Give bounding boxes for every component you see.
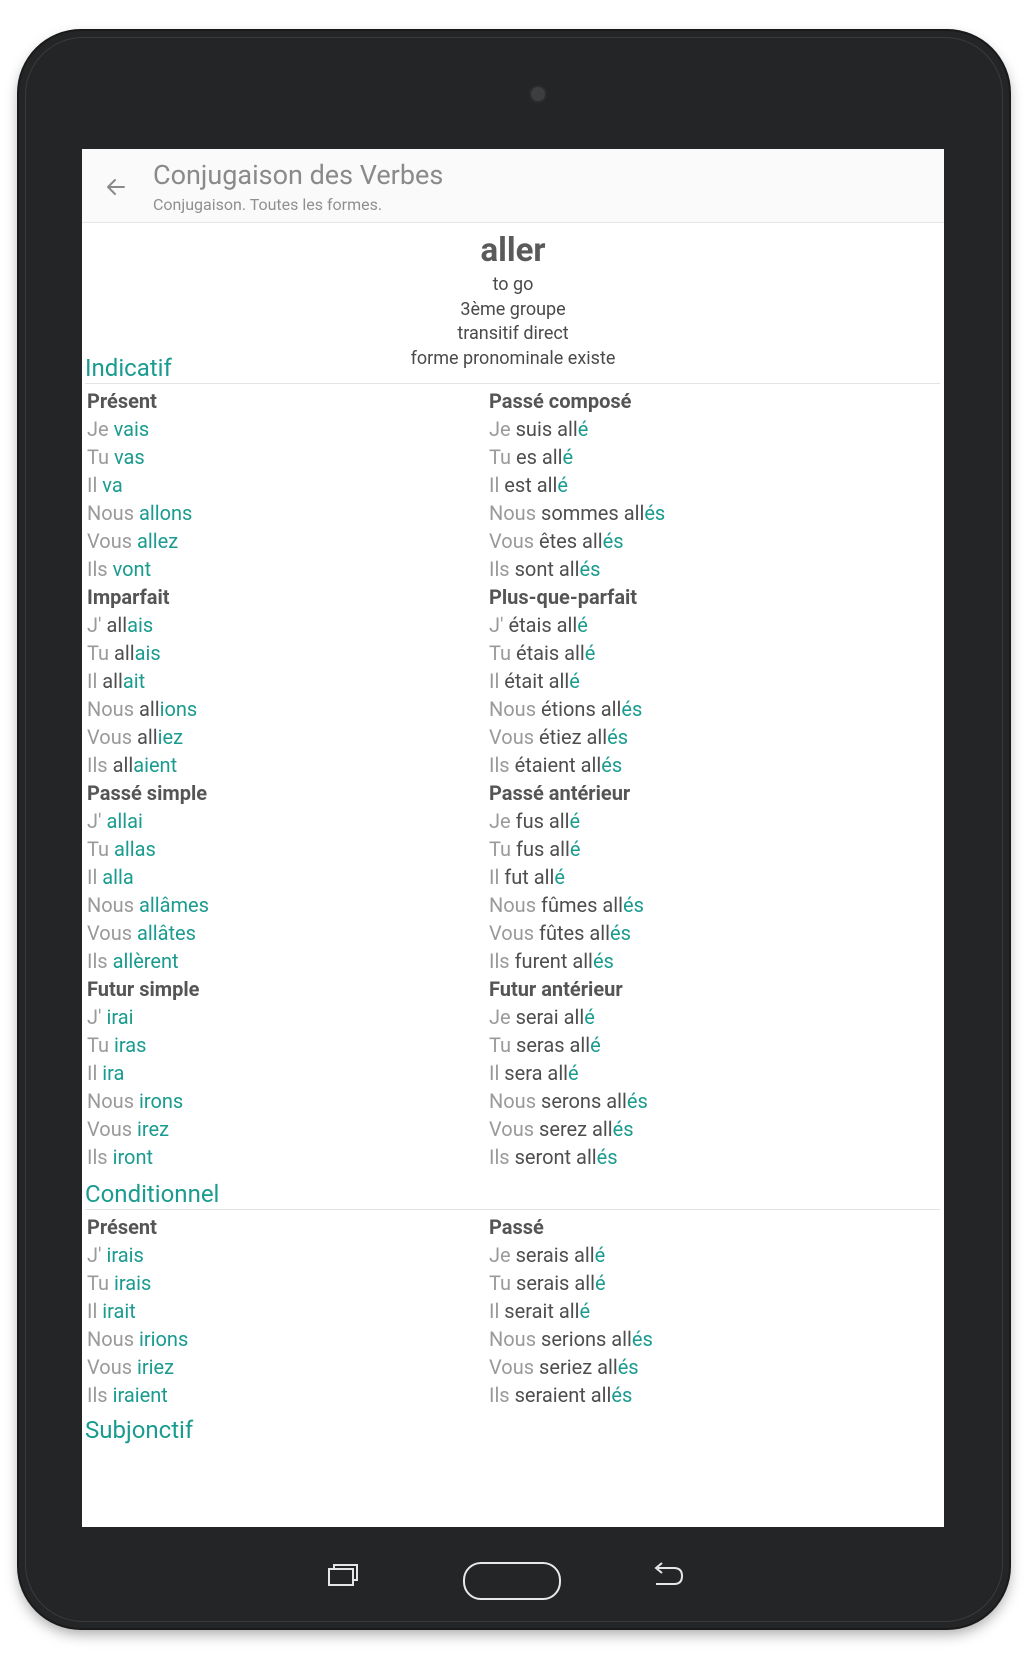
verb-header [82,229,944,371]
conjugation-row [87,695,507,723]
verb-ending: aient [133,753,178,777]
nav-back-icon[interactable] [650,1561,686,1591]
pronoun: Je [489,1243,511,1267]
conjugation-row [489,639,909,667]
pronoun: Il [87,1299,98,1323]
verb-ending: é [577,613,588,637]
conjugation-row [489,1353,909,1381]
verb-ending: és [596,1145,618,1169]
verb-stem: était all [504,669,570,693]
verb-stem: seras all [516,1033,591,1057]
section-title-indicatif: Indicatif [85,354,172,382]
tense-name: Imparfait [87,585,170,609]
section-title-subjonctif: Subjonctif [85,1416,194,1444]
tense-name: Passé antérieur [489,781,631,805]
pronoun: Ils [87,753,108,777]
verb-ending: vont [112,557,152,581]
verb-pronominal: forme pronominale existe [410,347,616,369]
pronoun: Nous [489,1327,537,1351]
verb-stem: étais all [508,613,578,637]
verb-ending: és [631,1327,653,1351]
conjugation-row [489,919,909,947]
verb-ending: é [594,1271,606,1295]
conjugation-row [489,1031,909,1059]
verb-stem: étaient all [514,753,602,777]
conjugation-row [489,751,909,779]
pronoun: Nous [87,893,135,917]
section-title-conditionnel: Conditionnel [85,1180,220,1208]
app-screen [82,149,944,1527]
conjugation-row [87,1031,507,1059]
tense-passe-compose [489,387,909,583]
verb-stem: seraient all [514,1383,612,1407]
pronoun: Ils [87,557,108,581]
conjugation-row [489,611,909,639]
tense-plus-que-parfait [489,583,909,779]
conjugation-row [87,639,507,667]
tense-name: Passé composé [489,389,632,413]
verb-ending: és [612,1117,634,1141]
verb-stem: fut all [504,865,555,889]
conjugation-row [87,611,507,639]
conjugation-row [87,947,507,975]
verb-ending: iriez [137,1355,175,1379]
conjugation-row [489,1003,909,1031]
pronoun: Vous [489,1117,535,1141]
conjugation-row [489,947,909,975]
conjugation-row [87,667,507,695]
pronoun: Nous [489,893,537,917]
conjugation-row [489,1269,909,1297]
conjugation-row [489,1115,909,1143]
conjugation-row [489,527,909,555]
pronoun: Tu [489,837,512,861]
pronoun: Vous [489,725,535,749]
conjugation-row [87,527,507,555]
verb-stem: fûtes all [539,921,611,945]
conjugation-row [87,1087,507,1115]
app-bar [82,149,944,223]
tense-futur-anterieur [489,975,909,1171]
conjugation-row [489,863,909,891]
verb-ending: iez [157,725,184,749]
verb-ending: é [584,1005,595,1029]
verb-stem: all [106,613,128,637]
pronoun: Vous [87,1355,133,1379]
tense-name: Présent [87,389,157,413]
tense-conditionnel-passe [489,1213,909,1409]
verb-ending: ira [102,1061,125,1085]
verb-ending: va [102,473,123,497]
verb-stem: serez all [539,1117,613,1141]
pronoun: Nous [489,697,537,721]
pronoun: Je [489,417,511,441]
verb-stem: serait all [504,1299,580,1323]
section-divider [85,1209,940,1210]
verb-stem: seront all [514,1145,597,1169]
pronoun: Ils [489,949,510,973]
pronoun: Ils [87,1383,108,1407]
arrow-left-icon[interactable] [104,175,128,199]
verb-ending: iraient [112,1383,168,1407]
conjugation-row [87,723,507,751]
tense-name: Plus-que-parfait [489,585,638,609]
conjugation-row [87,1059,507,1087]
pronoun: Ils [87,949,108,973]
verb-ending: ais [134,641,161,665]
verb-stem: all [114,641,135,665]
verb-ending: irions [139,1327,189,1351]
verb-ending: irai [106,1005,134,1029]
verb-ending: ait [122,669,146,693]
pronoun: J' [87,1243,102,1267]
pronoun: Tu [87,837,110,861]
tense-name: Passé [489,1215,544,1239]
pronoun: Tu [87,1271,110,1295]
verb-ending: és [623,893,644,917]
pronoun: Tu [87,445,110,469]
verb-stem: êtes all [539,529,603,553]
pronoun: Vous [489,921,535,945]
verb-ending: és [601,753,623,777]
conjugation-row [489,555,909,583]
verb-ending: ions [159,697,198,721]
recents-icon[interactable] [326,1560,360,1590]
tense-name: Présent [87,1215,157,1239]
conjugation-row [489,1381,909,1409]
verb-ending: é [569,837,581,861]
verb-ending: alla [102,865,134,889]
verb-ending: iras [114,1033,147,1057]
pronoun: Il [489,1061,500,1085]
verb-stem: serai all [515,1005,585,1029]
verb-stem: étions all [541,697,622,721]
verb-stem: sont all [514,557,580,581]
pronoun: Il [87,865,98,889]
verb-ending: ais [127,613,154,637]
conjugation-row [87,751,507,779]
pronoun: J' [87,613,102,637]
pronoun: Tu [489,1033,512,1057]
conjugation-row [489,499,909,527]
verb-ending: allâtes [137,921,196,945]
verb-stem: fus all [516,837,570,861]
app-subtitle: Conjugaison. Toutes les formes. [153,195,383,214]
verb-stem: all [112,753,134,777]
tense-name: Passé simple [87,781,208,805]
verb-stem: all [102,669,123,693]
verb-stem: est all [504,473,558,497]
verb-ending: allez [137,529,179,553]
conjugation-row [87,1143,507,1171]
verb-ending: é [579,1299,591,1323]
conjugation-row [489,1087,909,1115]
pronoun: Tu [489,445,512,469]
verb-stem: sommes all [541,501,645,525]
section-divider [85,383,940,384]
pronoun: Nous [489,1089,537,1113]
conjugation-row [87,835,507,863]
verb-ending: és [579,557,601,581]
pronoun: J' [489,613,504,637]
conjugation-row [87,1297,507,1325]
tense-present [87,387,507,583]
verb-ending: é [594,1243,606,1267]
conjugation-row [489,1143,909,1171]
verb-ending: allai [106,809,143,833]
conjugation-row [489,695,909,723]
pronoun: Je [87,417,109,441]
verb-ending: és [617,1355,639,1379]
verb-ending: é [562,445,574,469]
pronoun: Tu [489,1271,512,1295]
pronoun: J' [87,1005,102,1029]
conjugation-row [87,499,507,527]
verb-ending: vas [114,445,145,469]
conjugation-row [489,807,909,835]
verb-ending: és [602,529,624,553]
pronoun: Nous [87,697,135,721]
verb-ending: é [568,1061,579,1085]
verb-ending: irons [139,1089,184,1113]
pronoun: Il [489,1299,500,1323]
conjugation-row [87,919,507,947]
verb-ending: é [577,417,589,441]
verb-stem: serions all [541,1327,632,1351]
conjugation-row [87,1241,507,1269]
verb-ending: irais [114,1271,152,1295]
verb-ending: vais [113,417,150,441]
pronoun: Ils [489,1383,510,1407]
home-button[interactable] [463,1562,561,1600]
verb-stem: all [139,697,160,721]
conjugation-row [87,807,507,835]
pronoun: Il [489,473,500,497]
conjugation-row [87,471,507,499]
pronoun: Il [87,473,98,497]
conjugation-row [489,667,909,695]
verb-ending: és [592,949,614,973]
pronoun: Ils [489,1145,510,1169]
pronoun: Ils [489,753,510,777]
tense-name: Futur antérieur [489,977,623,1001]
conjugation-row [87,555,507,583]
verb-stem: suis all [515,417,578,441]
conjugation-row [87,1353,507,1381]
verb-group: 3ème groupe [460,298,566,320]
verb-transitivity: transitif direct [457,323,569,345]
pronoun: Vous [87,529,133,553]
pronoun: Nous [87,501,135,525]
pronoun: Je [489,809,511,833]
pronoun: Il [87,1061,98,1085]
verb-ending: é [584,641,596,665]
conjugation-row [489,723,909,751]
conjugation-row [489,1297,909,1325]
conjugation-row [489,1241,909,1269]
verb-infinitive: aller [480,231,546,270]
verb-stem: étais all [516,641,585,665]
pronoun: Vous [87,725,133,749]
verb-ending: irez [137,1117,169,1141]
verb-ending: irais [106,1243,144,1267]
tense-conditionnel-present [87,1213,507,1409]
conjugation-row [87,1115,507,1143]
pronoun: Tu [87,641,110,665]
pronoun: Ils [87,1145,108,1169]
verb-ending: allâmes [139,893,209,917]
conjugation-row [87,415,507,443]
conjugation-row [489,835,909,863]
conjugation-row [87,1003,507,1031]
tense-passe-anterieur [489,779,909,975]
verb-stem: serais all [516,1271,595,1295]
pronoun: Il [489,865,500,889]
tense-futur-simple [87,975,507,1171]
verb-ending: és [610,921,631,945]
pronoun: Il [87,669,98,693]
pronoun: Je [489,1005,511,1029]
pronoun: Vous [489,1355,535,1379]
conjugation-row [489,471,909,499]
verb-ending: é [557,473,568,497]
verb-stem: serais all [515,1243,595,1267]
verb-ending: é [554,865,565,889]
pronoun: Nous [87,1327,135,1351]
verb-ending: allas [114,837,156,861]
tense-passe-simple [87,779,507,975]
conjugation-row [489,891,909,919]
verb-ending: é [590,1033,601,1057]
verb-ending: és [607,725,629,749]
verb-ending: és [644,501,666,525]
verb-stem: seriez all [539,1355,618,1379]
pronoun: J' [87,809,102,833]
verb-ending: irait [102,1299,136,1323]
verb-ending: iront [112,1145,154,1169]
verb-ending: és [611,1383,633,1407]
verb-ending: és [626,1089,648,1113]
pronoun: Vous [87,1117,133,1141]
conjugation-row [489,1059,909,1087]
conjugation-row [87,1381,507,1409]
verb-stem: es all [516,445,563,469]
conjugation-row [87,1325,507,1353]
pronoun: Il [489,669,500,693]
verb-ending: é [569,669,580,693]
conjugation-row [87,863,507,891]
conjugation-row [489,443,909,471]
pronoun: Tu [489,641,512,665]
pronoun: Vous [87,921,133,945]
verb-ending: és [621,697,643,721]
conjugation-row [87,891,507,919]
verb-stem: serons all [541,1089,627,1113]
conjugation-row [87,443,507,471]
conjugation-row [489,415,909,443]
app-title: Conjugaison des Verbes [153,159,444,191]
conjugation-row [489,1325,909,1353]
front-camera [529,85,547,103]
verb-ending: é [569,809,581,833]
verb-stem: fûmes all [541,893,624,917]
verb-stem: all [137,725,158,749]
verb-ending: allons [139,501,193,525]
pronoun: Nous [87,1089,135,1113]
verb-stem: sera all [504,1061,569,1085]
pronoun: Tu [87,1033,110,1057]
verb-translation: to go [492,274,534,295]
tense-imparfait [87,583,507,779]
tense-name: Futur simple [87,977,200,1001]
verb-stem: étiez all [539,725,608,749]
verb-ending: allèrent [112,949,179,973]
conjugation-row [87,1269,507,1297]
verb-stem: fus all [515,809,570,833]
pronoun: Ils [489,557,510,581]
pronoun: Vous [489,529,535,553]
verb-stem: furent all [514,949,593,973]
pronoun: Nous [489,501,537,525]
